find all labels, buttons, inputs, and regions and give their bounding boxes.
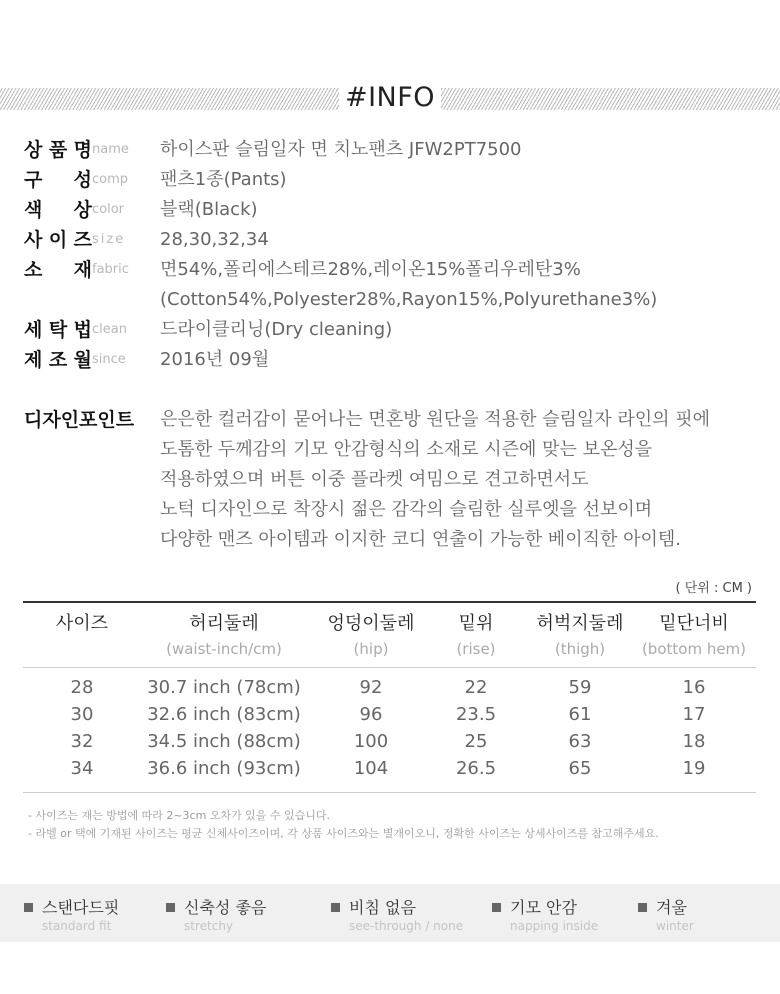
info-value: 팬츠1종(Pants) (160, 169, 287, 190)
product-info (24, 136, 764, 376)
info-key: 상 품 명 (24, 139, 92, 161)
header-hip: 엉덩이둘레 (hip) (327, 613, 415, 658)
cell-bottom-hem: 19 (682, 758, 706, 779)
size-notes (28, 807, 659, 843)
cell-size: 32 (70, 731, 94, 752)
cell-hip: 96 (359, 704, 383, 725)
header-rise: 밑위 (rise) (456, 613, 496, 658)
note-line: - 사이즈는 재는 방법에 따라 2~3cm 오차가 있을 수 있습니다. (28, 809, 331, 822)
table-row (23, 701, 756, 728)
feature-label-en: stretchy (184, 919, 234, 933)
feature-label-en: napping inside (510, 919, 599, 933)
design-point-line: 다양한 맨즈 아이템과 이지한 코디 연출이 가능한 베이직한 아이템. (160, 529, 681, 550)
design-point-line: 노턱 디자인으로 착장시 젊은 감각의 슬림한 실루엣을 선보이며 (160, 499, 653, 520)
square-bullet-icon (492, 903, 501, 912)
feature-label-en: winter (656, 919, 694, 933)
design-point-label: 디자인포인트 (24, 409, 135, 431)
info-value: 28,30,32,34 (160, 229, 269, 250)
info-key: 제 조 월 (24, 349, 92, 371)
info-row-color (24, 196, 764, 226)
cell-thigh: 63 (568, 731, 592, 752)
design-point-text (160, 405, 770, 555)
info-key: 사 이 즈 (24, 229, 92, 251)
info-key: 색 상 (24, 199, 92, 221)
square-bullet-icon (24, 903, 33, 912)
design-point-line: 은은한 컬러감이 묻어나는 면혼방 원단을 적용한 슬림일자 라인의 핏에 (160, 409, 711, 430)
info-value: 하이스판 슬림일자 면 치노팬츠 JFW2PT7500 (160, 139, 522, 160)
feature-label-en: see-through / none (349, 919, 464, 933)
info-title: #INFO (339, 80, 441, 116)
info-row-fabric (24, 256, 764, 316)
feature-label: 기모 안감 (510, 898, 577, 917)
info-key-en: since (92, 352, 126, 367)
feature-bar (0, 884, 780, 942)
cell-waist: 32.6 inch (83cm) (147, 704, 301, 725)
design-point-line: 적용하였으며 버튼 이중 플라켓 여밈으로 견고하면서도 (160, 469, 589, 490)
cell-hip: 104 (353, 758, 389, 779)
cell-waist: 34.5 inch (88cm) (147, 731, 301, 752)
size-table (23, 601, 756, 793)
cell-thigh: 59 (568, 677, 592, 698)
cell-waist: 30.7 inch (78cm) (147, 677, 301, 698)
info-key: 구 성 (24, 169, 92, 191)
info-key: 세 탁 법 (24, 319, 92, 341)
square-bullet-icon (166, 903, 175, 912)
size-table-body (23, 668, 756, 793)
info-row-since (24, 346, 764, 376)
feature-label-en: standard fit (42, 919, 112, 933)
info-title-wrap (0, 80, 780, 116)
header-bottom-hem: 밑단너비 (bottom hem) (641, 613, 747, 658)
info-value: 면54%,폴리에스테르28%,레이온15%폴리우레탄3% (160, 259, 581, 280)
feature-label: 비침 없음 (349, 898, 416, 917)
cell-waist: 36.6 inch (93cm) (147, 758, 301, 779)
design-point-line: 도톰한 두께감의 기모 안감형식의 소재로 시즌에 맞는 보온성을 (160, 439, 653, 460)
unit-label: ( 단위 : CM ) (675, 581, 752, 596)
info-row-name (24, 136, 764, 166)
info-key-en: name (92, 142, 129, 157)
cell-bottom-hem: 17 (682, 704, 706, 725)
table-row (23, 674, 756, 701)
square-bullet-icon (638, 903, 647, 912)
cell-bottom-hem: 18 (682, 731, 706, 752)
info-key-en: fabric (92, 262, 129, 277)
cell-thigh: 65 (568, 758, 592, 779)
info-key-en: comp (92, 172, 129, 187)
feature-label: 스탠다드핏 (42, 898, 120, 917)
info-value: 2016년 09월 (160, 349, 270, 370)
cell-rise: 22 (464, 677, 488, 698)
table-row (23, 755, 756, 782)
cell-hip: 100 (353, 731, 389, 752)
info-value-line2: (Cotton54%,Polyester28%,Rayon15%,Polyurethane3%) (160, 289, 658, 310)
cell-size: 28 (70, 677, 94, 698)
header-size: 사이즈 (55, 613, 109, 634)
info-value: 블랙(Black) (160, 199, 258, 220)
info-row-comp (24, 166, 764, 196)
header-waist: 허리둘레 (waist-inch/cm) (166, 613, 282, 658)
cell-hip: 92 (359, 677, 383, 698)
square-bullet-icon (331, 903, 340, 912)
info-value: 드라이클리닝(Dry cleaning) (160, 319, 393, 340)
cell-size: 30 (70, 704, 94, 725)
cell-rise: 25 (464, 731, 488, 752)
info-key-en: size (92, 232, 126, 247)
feature-label: 겨울 (656, 898, 687, 917)
cell-size: 34 (70, 758, 94, 779)
header-thigh: 허벅지둘레 (thigh) (536, 613, 624, 658)
info-row-clean (24, 316, 764, 346)
info-row-size (24, 226, 764, 256)
info-key: 소 재 (24, 259, 92, 281)
size-table-header (23, 603, 756, 668)
table-row (23, 728, 756, 755)
cell-rise: 26.5 (455, 758, 497, 779)
cell-bottom-hem: 16 (682, 677, 706, 698)
info-key-en: color (92, 202, 125, 217)
info-key-en: clean (92, 322, 127, 337)
cell-rise: 23.5 (455, 704, 497, 725)
note-line: - 라벨 or 택에 기재된 사이즈는 평균 신체사이즈이며, 각 상품 사이즈와는 별개이오니, 정확한 사이즈는 상세사이즈를 참고해주세요. (28, 827, 659, 840)
cell-thigh: 61 (568, 704, 592, 725)
feature-label: 신축성 좋음 (184, 898, 267, 917)
